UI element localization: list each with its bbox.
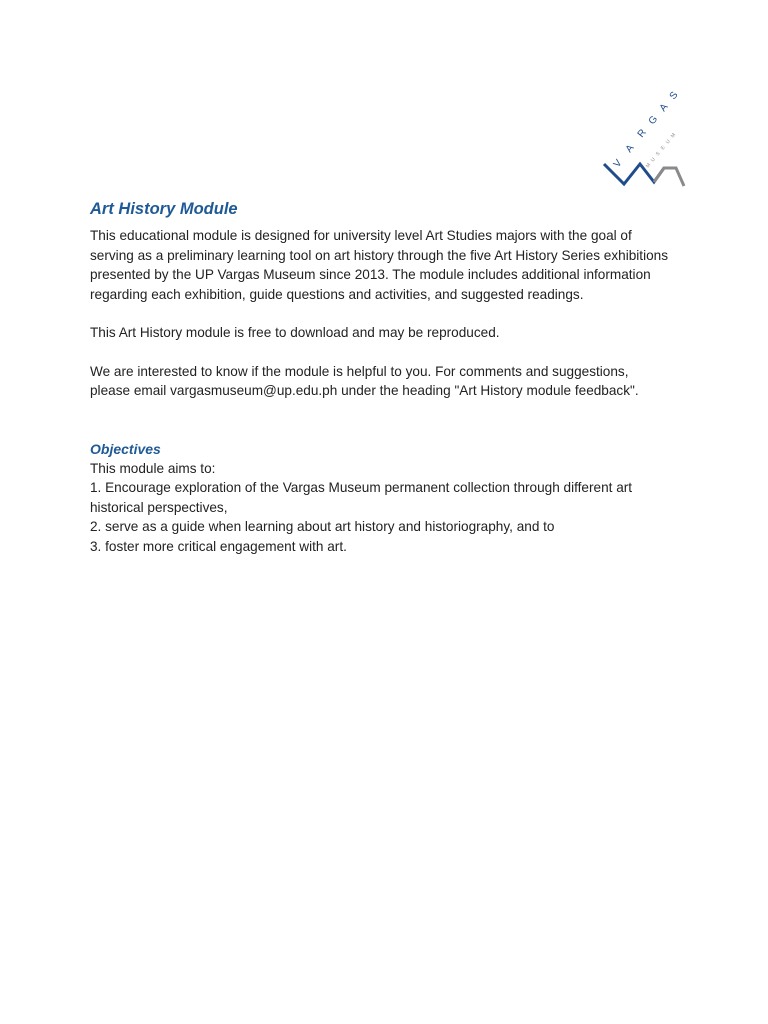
svg-text:V: V (611, 157, 625, 170)
vargas-museum-logo (598, 89, 690, 192)
objectives-heading: Objectives (90, 440, 161, 457)
objective-line-3: 2. serve as a guide when learning about art history and historiography, and to (90, 519, 555, 534)
paragraph-gap (90, 304, 690, 323)
objective-line-1: 1. Encourage exploration of the Vargas Museum permanent collection through different art (90, 480, 633, 495)
svg-text:S: S (667, 89, 681, 102)
document-title: Art History Module (90, 200, 238, 218)
feedback-line-1: We are interested to know if the module is helpful to you. For comments and suggestions, (90, 363, 629, 379)
svg-text:S: S (654, 150, 662, 158)
paragraph-gap (90, 343, 690, 362)
svg-text:A: A (623, 142, 637, 155)
feedback-paragraph (90, 362, 690, 401)
section-gap (90, 401, 690, 439)
intro-paragraph (90, 226, 690, 304)
svg-text:A: A (657, 101, 671, 114)
intro-line-3: presented by the UP Vargas Museum since 2013. The module includes additional information (90, 267, 651, 282)
svg-text:M: M (644, 162, 653, 170)
free-note: This Art History module is free to download and may be reproduced. (90, 325, 500, 340)
document-body (90, 198, 690, 556)
svg-text:G: G (646, 113, 661, 127)
svg-text:E: E (659, 144, 667, 152)
intro-line-1: This educational module is designed for university level Art Studies majors with the goal of (90, 228, 632, 243)
vargas-museum-logo-mark (598, 89, 690, 192)
intro-line-2: serving as a preliminary learning tool on art history through the five Art History Series exhibitions (90, 247, 669, 263)
objectives-intro: This module aims to: (90, 460, 216, 476)
objective-line-2: historical perspectives, (90, 499, 228, 515)
feedback-line-2: please email vargasmuseum@up.edu.ph under the heading "Art History module feedback". (90, 383, 639, 398)
objectives-list (90, 459, 690, 557)
svg-text:U: U (664, 138, 672, 146)
objective-line-4: 3. foster more critical engagement with art. (90, 538, 347, 554)
intro-line-4: regarding each exhibition, guide questions and activities, and suggested readings. (90, 286, 584, 302)
svg-text:R: R (635, 127, 649, 140)
svg-text:M: M (669, 132, 678, 140)
svg-text:U: U (649, 156, 657, 164)
